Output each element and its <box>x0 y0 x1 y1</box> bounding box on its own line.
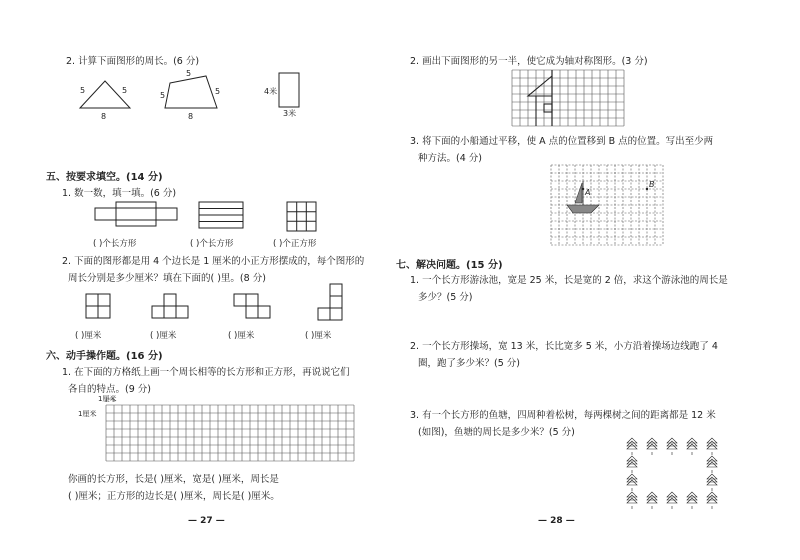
answer-line-2[interactable]: ( )厘米；正方形的边长是( )厘米，周长是( )厘米。 <box>68 491 280 502</box>
section-6-title: 六、动手操作题。(16 分) <box>46 351 163 362</box>
tree-tier <box>707 474 717 479</box>
shape-square-2x2 <box>84 292 114 322</box>
tree-tier <box>707 492 717 497</box>
trapezoid-left-label: 5 <box>160 91 166 100</box>
section-5-question-2-line-1: 2. 下面的图形都是用 4 个边长是 1 厘米的小正方形摆成的，每个图形的 <box>62 256 365 267</box>
boat-translation-grid[interactable] <box>551 165 663 249</box>
triangle-bottom-label: 8 <box>101 112 107 121</box>
section-7-question-1-line-1: 1. 一个长方形游泳池，宽是 25 米，长是宽的 2 倍，求这个游泳池的周长是 <box>410 275 728 286</box>
tree-tier <box>667 492 677 497</box>
tree-tier <box>627 456 637 461</box>
tree-tier <box>667 438 677 443</box>
rectangle-figure <box>262 70 312 120</box>
triangle-figure <box>75 75 155 120</box>
boat-sail <box>575 183 582 203</box>
pine-tree <box>627 492 637 509</box>
perimeter-answer-2[interactable]: ( )厘米 <box>150 331 177 341</box>
section-6-question-1-line-2: 各自的特点。(9 分) <box>68 384 151 395</box>
rectangle-bottom-label: 3米 <box>283 109 297 118</box>
tree-tier <box>707 438 717 443</box>
perimeter-answer-1[interactable]: ( )厘米 <box>75 331 102 341</box>
section-7-question-2-line-1: 2. 一个长方形操场，宽 13 米，长比宽多 5 米，小方沿着操场边线跑了 4 <box>410 341 718 352</box>
section-5-question-1: 1. 数一数，填一填。(6 分) <box>62 188 177 199</box>
pine-tree <box>627 438 637 455</box>
section-7-question-2-line-2: 圈，跑了多少米？(5 分) <box>418 358 520 369</box>
question-2-symmetry: 2. 画出下面图形的另一半，使它成为轴对称图形。(3 分) <box>410 56 648 67</box>
pine-tree <box>687 492 697 509</box>
pine-tree <box>707 438 717 455</box>
point-b-dot <box>646 188 648 190</box>
section-7-question-3-line-2: (如图)，鱼塘的周长是多少米？(5 分) <box>418 427 575 438</box>
question-3-boat-line-1: 3. 将下面的小船通过平移，使 A 点的位置移到 B 点的位置。写出至少两 <box>410 136 714 147</box>
trapezoid-bottom-label: 8 <box>188 112 194 121</box>
count-figure-rectangles-2 <box>197 200 247 230</box>
section-7-title: 七、解决问题。(15 分) <box>396 260 503 271</box>
count-answer-2[interactable]: ( )个长方形 <box>190 239 234 249</box>
tree-tier <box>647 438 657 443</box>
perimeter-answer-3[interactable]: ( )厘米 <box>228 331 255 341</box>
tree-tier <box>627 492 637 497</box>
pine-tree <box>707 456 717 473</box>
section-6-question-1-line-1: 1. 在下面的方格纸上画一个周长相等的长方形和正方形，再说说它们 <box>62 367 350 378</box>
section-5-title: 五、按要求填空。(14 分) <box>46 172 163 183</box>
tree-tier <box>647 492 657 497</box>
pine-tree <box>707 492 717 509</box>
triangle-left-label: 5 <box>80 86 86 95</box>
trapezoid-right-label: 5 <box>215 87 221 96</box>
tree-tier <box>627 438 637 443</box>
count-figure-squares <box>285 200 325 234</box>
point-b-label: B <box>649 180 655 189</box>
tree-tier <box>687 438 697 443</box>
pine-tree <box>647 438 657 455</box>
page-number-27: — 27 — <box>188 516 225 526</box>
tree-tier <box>707 456 717 461</box>
answer-line-1[interactable]: 你画的长方形，长是( )厘米，宽是( )厘米，周长是 <box>68 474 279 485</box>
tree-tier <box>687 492 697 497</box>
pine-tree <box>667 492 677 509</box>
perimeter-answer-4[interactable]: ( )厘米 <box>305 331 332 341</box>
rectangle-side-label: 4米 <box>264 87 278 96</box>
fish-pond-trees-figure <box>620 434 720 512</box>
count-figure-rectangles-1 <box>93 200 183 230</box>
section-7-question-3-line-1: 3. 有一个长方形的鱼塘，四周种着松树，每两棵树之间的距离都是 12 米 <box>410 410 716 421</box>
pine-tree <box>707 474 717 491</box>
shape-t <box>150 292 192 322</box>
section-7-question-1-line-2: 多少？(5 分) <box>418 292 473 303</box>
boat-hull <box>567 205 599 213</box>
pine-tree <box>667 438 677 455</box>
question-2-perimeter: 2. 计算下面图形的周长。(6 分) <box>66 56 200 67</box>
pine-tree <box>687 438 697 455</box>
shape-z <box>232 292 274 322</box>
point-a-label: A <box>585 188 591 197</box>
pine-tree <box>627 474 637 491</box>
tree-tier <box>627 474 637 479</box>
symmetry-grid[interactable] <box>512 70 624 126</box>
pine-tree <box>627 456 637 473</box>
point-a-dot <box>582 188 584 190</box>
trapezoid-top-label: 5 <box>186 69 192 78</box>
count-answer-3[interactable]: ( )个正方形 <box>273 239 317 249</box>
section-5-question-2-line-2: 周长分别是多少厘米？填在下面的( )里。(8 分) <box>68 273 266 284</box>
pine-tree <box>647 492 657 509</box>
unit-label-top: 1厘米 <box>98 395 117 403</box>
page-number-28: — 28 — <box>538 516 575 526</box>
unit-label-left: 1厘米 <box>78 410 97 418</box>
window-half <box>544 104 552 112</box>
question-3-boat-line-2: 种方法。(4 分) <box>418 153 482 164</box>
triangle-right-label: 5 <box>122 86 128 95</box>
drawing-grid[interactable] <box>106 405 354 461</box>
trapezoid-figure <box>160 68 240 120</box>
count-answer-1[interactable]: ( )个长方形 <box>93 239 137 249</box>
shape-l <box>316 282 346 324</box>
